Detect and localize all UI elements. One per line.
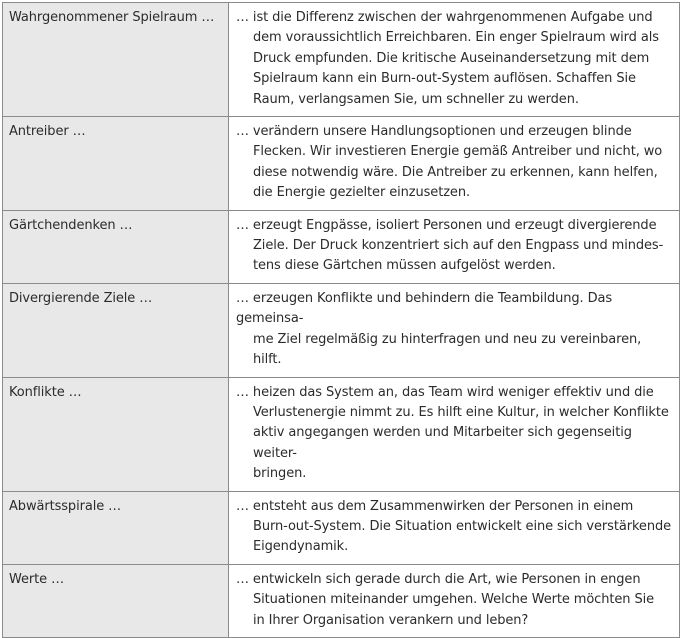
description-line: Druck empfunden. Die kritische Auseinandersetzung mit dem: [253, 50, 650, 66]
description-line: Situationen miteinander umgehen. Welche Werte möchten Sie: [253, 592, 655, 608]
description-line: Eigendynamik.: [253, 539, 349, 555]
description-line: … entwickeln sich gerade durch die Art, wie Personen in engen: [236, 571, 641, 587]
description-line: Ziele. Der Druck konzentriert sich auf den Engpass und mindes-: [253, 238, 664, 254]
description-line: Verlustenergie nimmt zu. Es hilft eine Kultur, in welcher Konflikte: [253, 404, 669, 420]
table-row: [3, 117, 680, 211]
table-row: [3, 564, 680, 637]
table-row: [3, 491, 680, 564]
description-line: me Ziel regelmäßig zu hinterfragen und neu zu vereinbaren, hilft.: [253, 331, 642, 368]
description-line: tens diese Gärtchen müssen aufgelöst werden.: [253, 258, 556, 274]
description-line: diese notwendig wäre. Die Antreiber zu erkennen, kann helfen,: [253, 164, 658, 180]
description-cell: [229, 210, 680, 283]
term-cell: Abwärtsspirale …: [3, 491, 229, 564]
description-line: … erzeugt Engpässe, isoliert Personen und erzeugt divergierende: [236, 217, 657, 233]
description-line: … erzeugen Konflikte und behindern die Teambildung. Das gemeinsa-: [236, 290, 613, 327]
description-cell: [229, 3, 680, 117]
description-cell: [229, 117, 680, 211]
term-cell: Antreiber …: [3, 117, 229, 211]
term-cell: Wahrgenommener Spielraum …: [3, 3, 229, 117]
glossary-rows: [3, 3, 680, 638]
description-cell: [229, 377, 680, 491]
description-line: Flecken. Wir investieren Energie gemäß Antreiber und nicht, wo: [253, 144, 663, 160]
description-line: … verändern unsere Handlungsoptionen und erzeugen blinde: [236, 124, 632, 140]
description-line: … heizen das System an, das Team wird weniger effektiv und die: [236, 384, 654, 400]
term-cell: Gärtchendenken …: [3, 210, 229, 283]
table-row: [3, 377, 680, 491]
description-cell: [229, 283, 680, 377]
description-line: bringen.: [253, 466, 307, 482]
description-line: … entsteht aus dem Zusammenwirken der Personen in einem: [236, 498, 634, 514]
term-cell: Divergierende Ziele …: [3, 283, 229, 377]
description-line: Raum, verlangsamen Sie, um schneller zu werden.: [253, 91, 579, 107]
description-line: in Ihrer Organisation verankern und leben?: [253, 612, 529, 628]
table-row: [3, 283, 680, 377]
glossary-table: [2, 2, 680, 638]
description-line: die Energie gezielter einzusetzen.: [253, 185, 470, 201]
description-line: … ist die Differenz zwischen der wahrgenommenen Aufgabe und: [236, 10, 653, 25]
term-cell: Konflikte …: [3, 377, 229, 491]
description-cell: [229, 564, 680, 637]
term-cell: Werte …: [3, 564, 229, 637]
description-cell: [229, 491, 680, 564]
description-line: dem voraussichtlich Erreichbaren. Ein enger Spielraum wird als: [253, 30, 659, 46]
table-row: [3, 3, 680, 117]
table-row: [3, 210, 680, 283]
description-line: Burn-out-System. Die Situation entwickelt eine sich verstärkende: [253, 518, 672, 534]
description-line: aktiv angegangen werden und Mitarbeiter sich gegenseitig weiter-: [253, 425, 632, 461]
description-line: Spielraum kann ein Burn-out-System auflösen. Schaffen Sie: [253, 71, 636, 87]
